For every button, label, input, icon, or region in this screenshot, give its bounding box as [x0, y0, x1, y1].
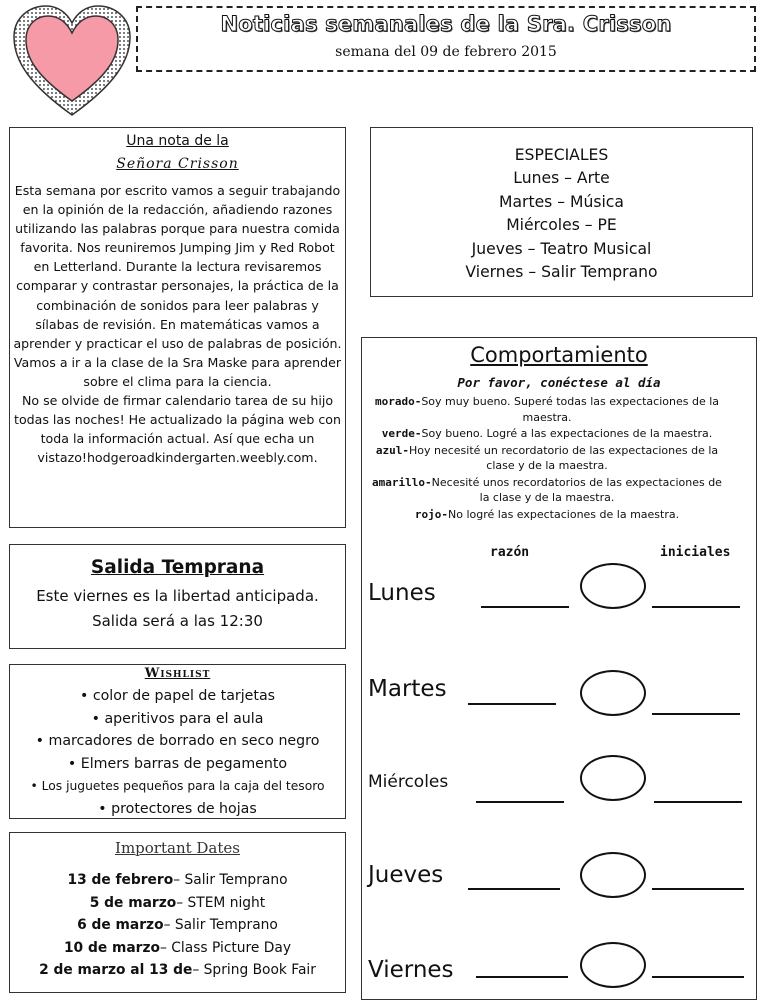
specials-item: Viernes – Salir Temprano	[465, 263, 658, 282]
wishlist-items	[9, 685, 346, 821]
reason-line[interactable]	[476, 976, 568, 978]
reason-line[interactable]	[481, 606, 569, 608]
note-heading: Una nota de la	[126, 133, 229, 149]
behavior-circle[interactable]	[580, 852, 646, 898]
wishlist-item: • Elmers barras de pegamento	[67, 755, 288, 772]
page-subtitle: semana del 09 de febrero 2015	[335, 44, 557, 60]
date-item: 13 de febrero– Salir Temprano	[67, 872, 288, 888]
initials-line[interactable]	[652, 976, 744, 978]
early-dismissal-time: Salida será a las 12:30	[92, 612, 263, 630]
wishlist-item: • protectores de hojas	[98, 800, 257, 817]
specials-item: Martes – Música	[499, 192, 624, 211]
behavior-level-purple: morado-Soy muy bueno. Superé todas las expectaciones de la maestra.	[374, 395, 720, 424]
column-header-reason: razón	[490, 545, 530, 560]
specials-title: ESPECIALES	[514, 146, 609, 164]
page-title: Noticias semanales de la Sra. Crisson	[220, 12, 672, 36]
date-item: 5 de marzo– STEM night	[89, 894, 266, 911]
behavior-level-yellow: amarillo-Necesité unos recordatorios de las expectaciones de la clase y de la maestra.	[372, 475, 722, 504]
behavior-circle[interactable]	[580, 755, 646, 801]
specials-list	[370, 144, 753, 284]
day-label-tuesday: Martes	[368, 676, 447, 702]
specials-item: Miércoles – PE	[506, 216, 617, 235]
day-label-monday: Lunes	[368, 580, 436, 606]
behavior-circle[interactable]	[580, 670, 646, 716]
specials-item: Jueves – Teatro Musical	[471, 239, 652, 258]
behavior-level-blue: azul-Hoy necesité un recordatorio de las expectaciones de la clase y de la maestra.	[375, 443, 719, 472]
date-item: 10 de marzo– Class Picture Day	[63, 939, 292, 956]
initials-line[interactable]	[652, 713, 740, 715]
note-paragraph: No se olvide de firmar calendario tarea de su hijo todas las noches! He actualizado la página web con toda la información actual. Así que echa un vistazo!hodgeroadkindergarten.weebly.com.	[14, 393, 341, 466]
reason-line[interactable]	[476, 801, 564, 803]
wishlist-item: • marcadores de borrado en seco negro	[35, 733, 320, 750]
behavior-level-green: verde-Soy bueno. Logré a las expectaciones de la maestra.	[381, 427, 713, 440]
wishlist-item: • color de papel de tarjetas	[79, 688, 276, 704]
reason-line[interactable]	[468, 888, 560, 890]
early-dismissal-title: Salida Temprana	[90, 557, 265, 578]
note-body	[13, 181, 342, 467]
wishlist-item: • Los juguetes pequeños para la caja del tesoro	[30, 779, 325, 794]
behavior-circle[interactable]	[580, 942, 646, 988]
date-item: 2 de marzo al 13 de– Spring Book Fair	[39, 962, 316, 978]
day-label-wednesday: Miércoles	[368, 772, 449, 792]
behavior-circle[interactable]	[580, 563, 646, 609]
initials-line[interactable]	[652, 888, 744, 890]
column-header-initials: iniciales	[660, 545, 731, 560]
wishlist-title: Wishlist	[144, 666, 211, 681]
reason-line[interactable]	[468, 703, 556, 705]
early-dismissal-text: Este viernes es la libertad anticipada.	[36, 587, 319, 605]
important-dates-list	[9, 869, 346, 982]
behavior-subtitle: Por favor, conéctese al día	[457, 375, 661, 390]
day-label-friday: Viernes	[368, 957, 454, 983]
behavior-level-red: rojo-No logré las expectaciones de la maestra.	[414, 507, 680, 521]
behavior-title: Comportamiento	[470, 343, 648, 367]
heart-icon	[10, 3, 134, 121]
important-dates-title: Important Dates	[115, 839, 240, 857]
initials-line[interactable]	[654, 801, 742, 803]
day-label-thursday: Jueves	[368, 862, 444, 888]
initials-line[interactable]	[652, 606, 740, 608]
specials-item: Lunes – Arte	[513, 169, 610, 188]
date-item: 6 de marzo– Salir Temprano	[77, 917, 278, 933]
wishlist-item: • aperitivos para el aula	[91, 710, 264, 727]
note-signature: Señora Crisson	[116, 156, 239, 172]
note-paragraph: Esta semana por escrito vamos a seguir trabajando en la opinión de la redacción, añadiendo razones utilizando las palabras porque para nuestra comida favorita. Nos reuniremos Jumping Jim y Red Robot en Letterland. Durante la lectura revisaremos comparar y contrastar personajes, la práctica de la combinación de sonidos para leer palabras y sílabas de revisión. En matemáticas vamos a aprender y practicar el uso de palabras de posición. Vamos a ir a la clase de la Sra Maske para aprender sobre el clima para la ciencia.	[13, 183, 342, 389]
behavior-levels	[366, 394, 728, 523]
